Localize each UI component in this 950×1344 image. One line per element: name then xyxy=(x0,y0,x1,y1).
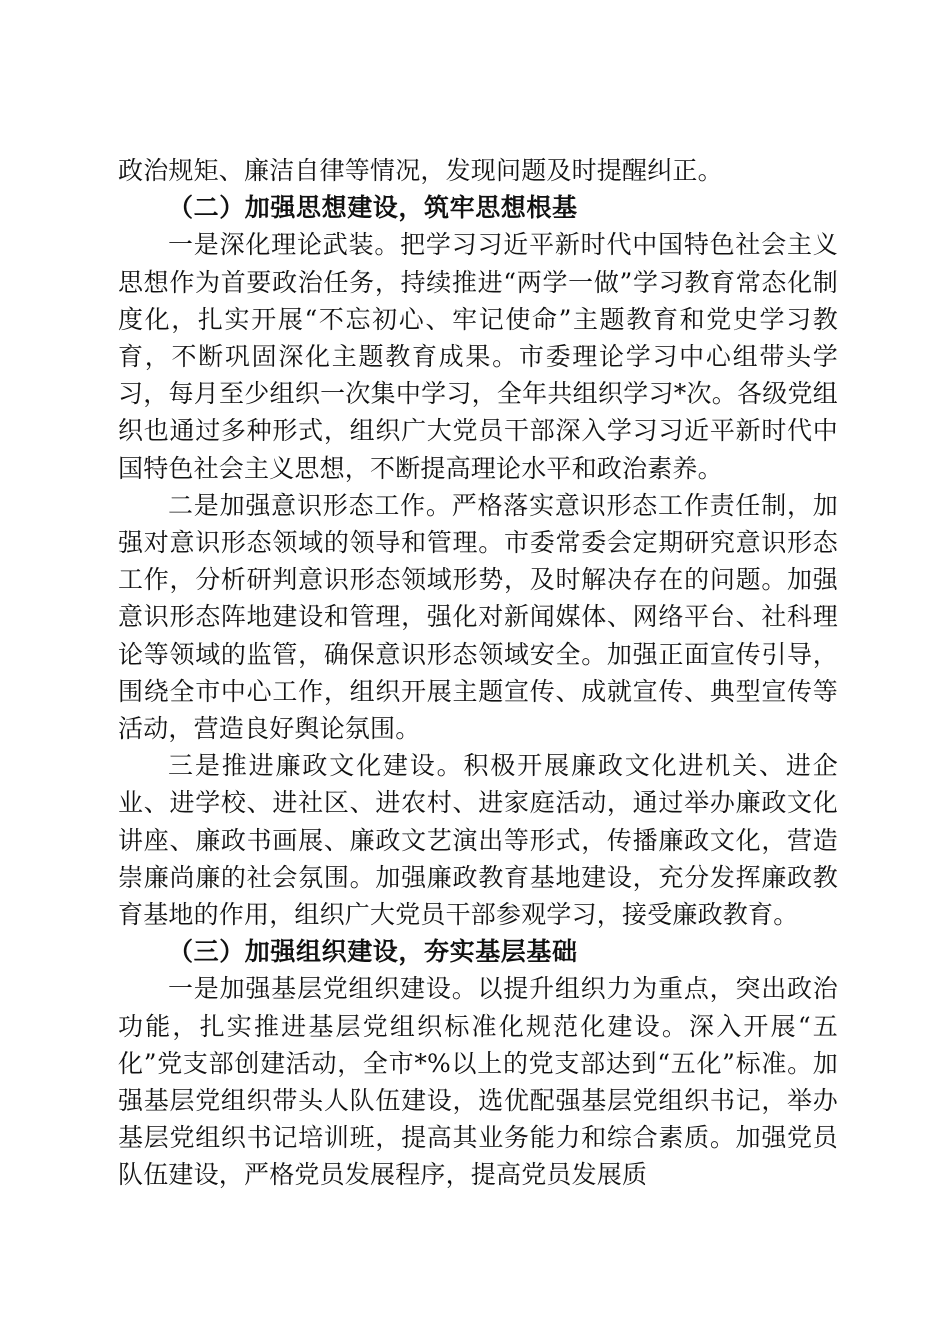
document-body xyxy=(118,152,838,1194)
paragraph-ideology-work: 二是加强意识形态工作。严格落实意识形态工作责任制，加强对意识形态领域的领导和管理。市委常委会定期研究意识形态工作，分析研判意识形态领域形势，及时解决存在的问题。加强意识形态阵地建设和管理，强化对新闻媒体、网络平台、社科理论等领域的监管，确保意识形态领域安全。加强正面宣传引导，围绕全市中心工作，组织开展主题宣传、成就宣传、典型宣传等活动，营造良好舆论氛围。 xyxy=(118,490,838,744)
paragraph-continuation: 政治规矩、廉洁自律等情况，发现问题及时提醒纠正。 xyxy=(118,156,723,185)
paragraph-grassroots-party: 一是加强基层党组织建设。以提升组织力为重点，突出政治功能，扎实推进基层党组织标准化规范化建设。深入开展“五化”党支部创建活动，全市*%以上的党支部达到“五化”标准。加强基层党组织带头人队伍建设，选优配强基层党组织书记，举办基层党组织书记培训班，提高其业务能力和综合素质。加强党员队伍建设，严格党员发展程序，提高党员发展质 xyxy=(118,974,838,1190)
section-heading-ideology: （二）加强思想建设，筑牢思想根基 xyxy=(168,193,578,223)
paragraph-integrity-culture: 三是推进廉政文化建设。积极开展廉政文化进机关、进企业、进学校、进社区、进农村、进家庭活动，通过举办廉政文化讲座、廉政书画展、廉政文艺演出等形式，传播廉政文化，营造崇廉尚廉的社会氛围。加强廉政教育基地建设，充分发挥廉政教育基地的作用，组织广大党员干部参观学习，接受廉政教育。 xyxy=(118,751,838,930)
section-heading-organization: （三）加强组织建设，夯实基层基础 xyxy=(168,937,578,967)
paragraph-theory-study: 一是深化理论武装。把学习习近平新时代中国特色社会主义思想作为首要政治任务，持续推进“两学一做”学习教育常态化制度化，扎实开展“不忘初心、牢记使命”主题教育和党史学习教育，不断巩固深化主题教育成果。市委理论学习中心组带头学习，每月至少组织一次集中学习，全年共组织学习*次。各级党组织也通过多种形式，组织广大党员干部深入学习习近平新时代中国特色社会主义思想，不断提高理论水平和政治素养。 xyxy=(118,230,838,483)
